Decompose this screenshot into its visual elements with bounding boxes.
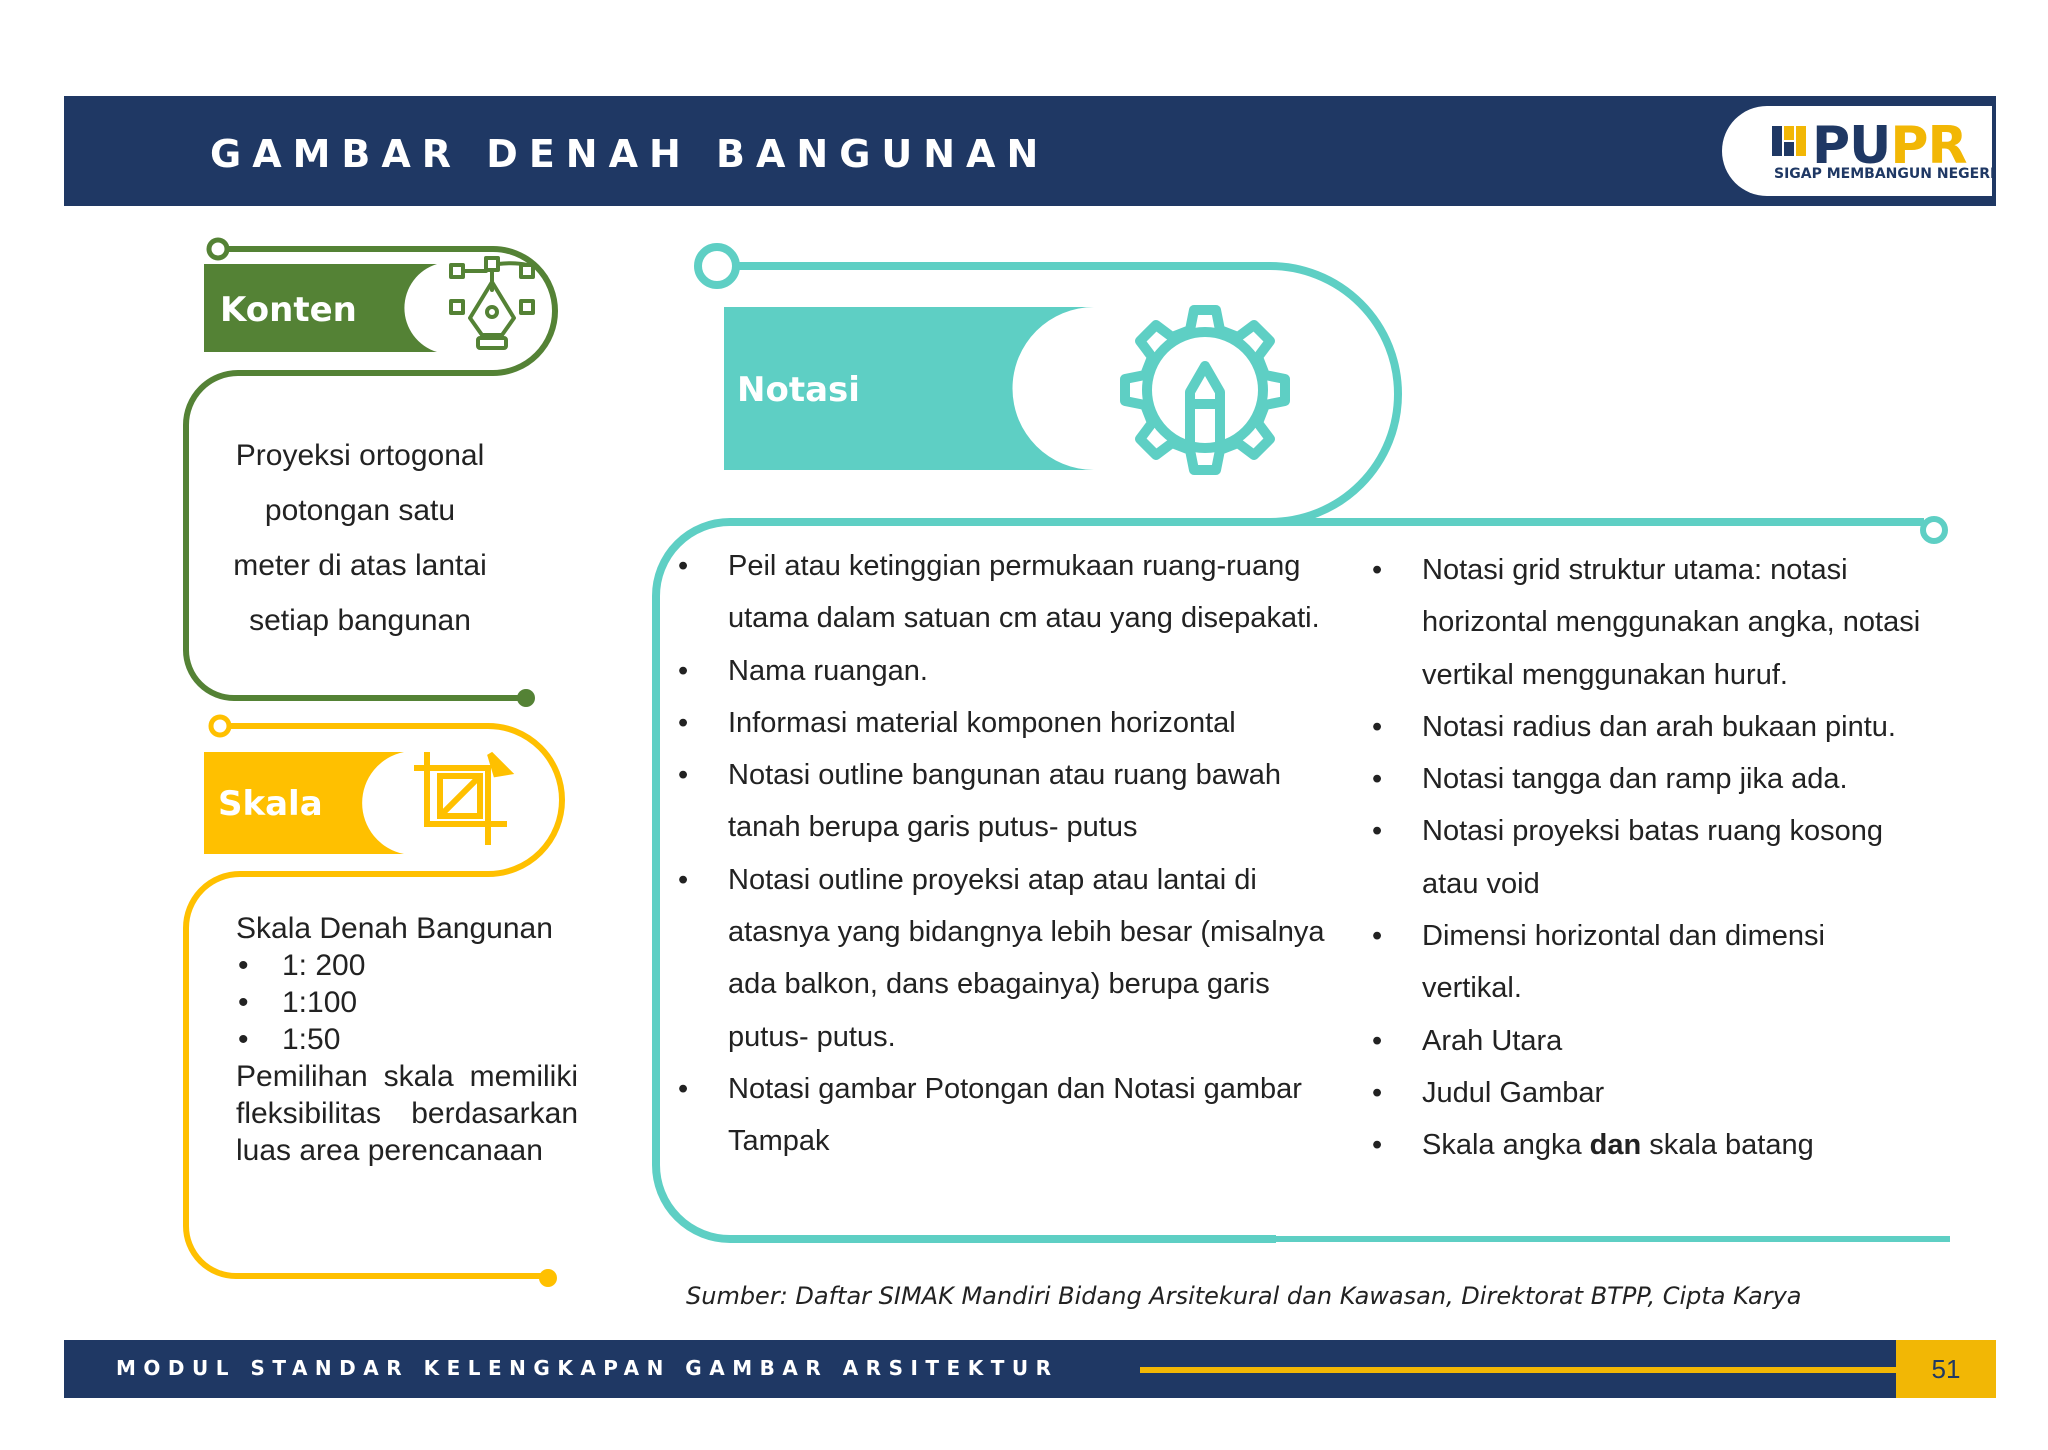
list-item: • Skala angka dan skala batang: [1372, 1119, 1932, 1171]
source-citation: Sumber: Daftar SIMAK Mandiri Bidang Arsitekural dan Kawasan, Direktorat BTPP, Cipta Karya: [686, 1282, 1802, 1310]
konten-line: setiap bangunan: [249, 604, 471, 637]
konten-description: [210, 428, 510, 648]
konten-label: Konten: [220, 290, 357, 330]
list-item: • Notasi gambar Potongan dan Notasi gambar Tampak: [678, 1063, 1358, 1168]
skala-list: [236, 947, 578, 1058]
list-item: • Notasi proyeksi batas ruang kosong atau void: [1372, 805, 1932, 910]
list-item: • Dimensi horizontal dan dimensi vertikal.: [1372, 910, 1932, 1015]
list-item: • Informasi material komponen horizontal: [678, 697, 1358, 749]
list-item: • Arah Utara: [1372, 1015, 1932, 1067]
notasi-list-right: [1372, 544, 1932, 1172]
list-item: • 1:100: [236, 984, 578, 1021]
footer-accent-line: [1140, 1367, 1896, 1373]
konten-line: potongan satu: [264, 494, 456, 527]
skala-heading: Skala Denah Bangunan: [236, 912, 553, 945]
skala-description: [236, 910, 578, 1169]
notasi-list-left: [678, 540, 1358, 1168]
page-number: 51: [1931, 1354, 1961, 1384]
list-item: • Notasi outline proyeksi atap atau lantai di atasnya yang bidangnya lebih besar (misalnya ada balkon, dans ebagainya) berupa garis putus- putus.: [678, 854, 1358, 1063]
skala-label: Skala: [218, 784, 323, 824]
footer-title: MODUL STANDAR KELENGKAPAN GAMBAR ARSITEKTUR: [116, 1356, 1059, 1380]
logo-wordmark: PUPR: [1812, 116, 1967, 176]
list-item: • 1: 200: [236, 947, 578, 984]
list-item: • Notasi tangga dan ramp jika ada.: [1372, 753, 1932, 805]
logo-tagline: SIGAP MEMBANGUN NEGERI: [1774, 166, 1996, 182]
list-item: • Peil atau ketinggian permukaan ruang-ruang utama dalam satuan cm atau yang disepakati.: [678, 540, 1358, 645]
pen-tool-icon: [451, 258, 533, 348]
list-item: • Nama ruangan.: [678, 645, 1358, 697]
list-item: • Judul Gambar: [1372, 1067, 1932, 1119]
crop-icon: [414, 752, 508, 845]
konten-line: meter di atas lantai: [233, 549, 487, 582]
page-title: GAMBAR DENAH BANGUNAN: [210, 132, 1050, 176]
konten-line: Proyeksi ortogonal: [235, 439, 485, 472]
notasi-label: Notasi: [737, 370, 860, 410]
list-item: • Notasi grid struktur utama: notasi horizontal menggunakan angka, notasi vertikal menggunakan huruf.: [1372, 544, 1932, 701]
list-item: • Notasi radius dan arah bukaan pintu.: [1372, 701, 1932, 753]
list-item: • 1:50: [236, 1021, 578, 1058]
gear-pencil-icon: [1125, 310, 1285, 470]
list-item: • Notasi outline bangunan atau ruang bawah tanah berupa garis putus- putus: [678, 749, 1358, 854]
skala-note: Pemilihan skala memiliki fleksibilitas berdasarkan luas area perencanaan: [236, 1060, 578, 1167]
